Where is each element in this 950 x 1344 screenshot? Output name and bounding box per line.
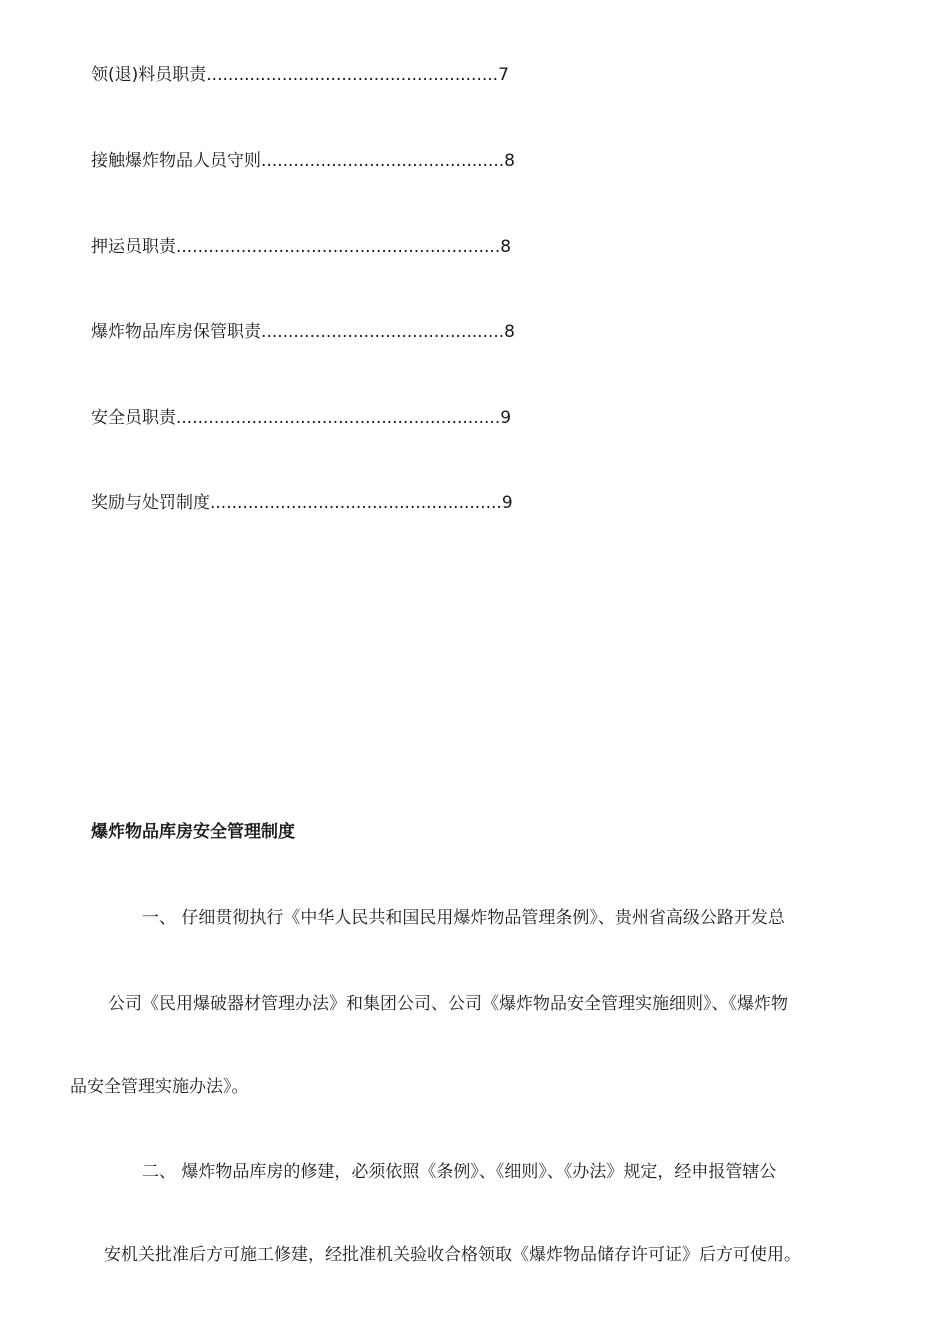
toc-entry-dots: ............................................................ bbox=[176, 408, 501, 428]
paragraph-line: 安机关批准后方可施工修建，经批准机关验收合格领取《爆炸物品储存许可证》后方可使用。 bbox=[104, 1245, 801, 1265]
paragraph-line: 一、 仔细贯彻执行《中华人民共和国民用爆炸物品管理条例》、贵州省高级公路开发总 bbox=[142, 908, 785, 928]
toc-entry-page: 8 bbox=[504, 151, 515, 171]
toc-entry-title: 奖励与处罚制度 bbox=[91, 493, 210, 513]
toc-entry-title: 接触爆炸物品人员守则 bbox=[91, 151, 261, 171]
toc-entry[interactable] bbox=[91, 406, 511, 430]
toc-entry-page: 9 bbox=[501, 493, 513, 513]
toc-entry-page: 8 bbox=[500, 237, 512, 257]
toc-entry[interactable] bbox=[91, 63, 509, 87]
toc-entry-title: 爆炸物品库房保管职责 bbox=[91, 322, 261, 342]
toc-entry-page: 8 bbox=[504, 322, 515, 342]
toc-entry[interactable] bbox=[91, 320, 515, 344]
toc-entry-page: 9 bbox=[500, 408, 512, 428]
toc-entry-dots: ...................................................... bbox=[210, 493, 502, 513]
paragraph-line: 公司《民用爆破器材管理办法》和集团公司、公司《爆炸物品安全管理实施细则》、《爆炸物 bbox=[108, 994, 788, 1014]
paragraph-line: 品安全管理实施办法》。 bbox=[70, 1077, 249, 1097]
toc-entry[interactable] bbox=[91, 491, 513, 515]
toc-entry-dots: ............................................. bbox=[261, 322, 505, 342]
paragraph-line: 二、 爆炸物品库房的修建，必须依照《条例》、《细则》、《办法》规定，经申报管辖公 bbox=[142, 1162, 777, 1182]
toc-entry-title: 领(退)料员职责 bbox=[91, 65, 207, 85]
toc-entry-title: 安全员职责 bbox=[91, 408, 176, 428]
toc-entry-title: 押运员职责 bbox=[91, 237, 176, 257]
toc-entry[interactable] bbox=[91, 149, 515, 173]
toc-entry-dots: ...................................................... bbox=[206, 65, 499, 85]
toc-entry-page: 7 bbox=[498, 65, 509, 85]
toc-entry[interactable] bbox=[91, 235, 511, 259]
toc-entry-dots: ............................................. bbox=[261, 151, 505, 171]
section-title: 爆炸物品库房安全管理制度 bbox=[91, 822, 295, 842]
toc-entry-dots: ............................................................ bbox=[176, 237, 501, 257]
